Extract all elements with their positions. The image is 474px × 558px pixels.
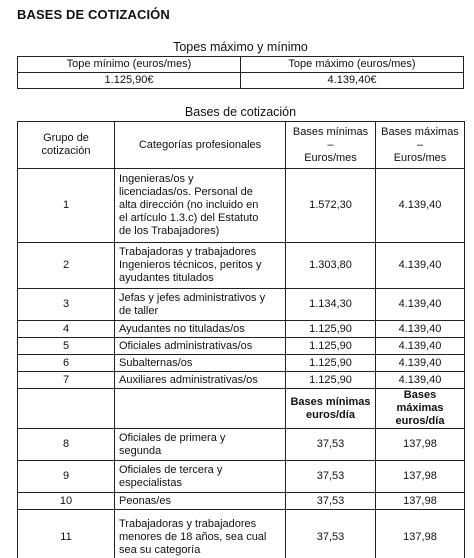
maxima-cell: 137,98 — [376, 429, 465, 461]
tope-maximo-header: Tope máximo (euros/mes) — [241, 57, 464, 73]
minima-cell: 1.134,30 — [286, 289, 376, 321]
grupo-cell: 9 — [18, 461, 115, 493]
categoria-line: Jefas y jefes administrativos y — [119, 291, 266, 304]
grupo-header-line: Grupo de — [43, 132, 89, 144]
categoria-line: Ayudantes no tituladas/os — [119, 322, 245, 335]
tope-minimo-header: Tope mínimo (euros/mes) — [18, 57, 241, 73]
categoria-line: Trabajadoras y trabajadores — [119, 246, 257, 258]
categoria-line: Trabajadoras y trabajadores — [119, 518, 257, 530]
empty-cell — [115, 389, 286, 429]
grupo-cell: 3 — [18, 289, 115, 321]
maximas-daily-header — [376, 389, 465, 429]
maxima-cell: 4.139,40 — [376, 372, 465, 389]
empty-cell — [18, 389, 115, 429]
grupo-cell: 4 — [18, 321, 115, 338]
table-row — [18, 510, 465, 558]
table-row — [18, 493, 465, 510]
page-title: BASES DE COTIZACIÓN — [17, 7, 170, 22]
maxima-cell: 4.139,40 — [376, 338, 465, 355]
categoria-cell — [115, 338, 286, 355]
minima-cell: 1.303,80 — [286, 243, 376, 289]
categoria-cell — [115, 169, 286, 243]
minima-cell: 1.125,90 — [286, 338, 376, 355]
maximas-header-line: Bases máximas — [381, 125, 459, 138]
maxima-cell: 137,98 — [376, 493, 465, 510]
minimas-header-line: Bases mínimas — [292, 125, 369, 138]
table-row — [18, 355, 465, 372]
categoria-line: menores de 18 años, sea cual — [119, 531, 267, 543]
bases-header-row — [18, 122, 465, 169]
minimas-daily-header-line: Bases mínimas — [290, 395, 371, 408]
categoria-cell — [115, 493, 286, 510]
grupo-cell: 11 — [18, 510, 115, 558]
maximas-header-line: – — [416, 138, 424, 151]
categoria-cell — [115, 429, 286, 461]
maxima-cell: 4.139,40 — [376, 289, 465, 321]
maxima-cell: 137,98 — [376, 510, 465, 558]
categoria-line: segunda — [119, 444, 162, 457]
tope-maximo-value: 4.139,40€ — [241, 73, 464, 89]
categoria-cell — [115, 510, 286, 558]
minimas-daily-header — [286, 389, 376, 429]
categoria-line: licenciadas/os. Personal de — [119, 186, 253, 198]
maxima-cell: 4.139,40 — [376, 321, 465, 338]
minimas-header — [286, 122, 376, 169]
categoria-cell — [115, 289, 286, 321]
categoria-line: Oficiales de tercera y — [119, 463, 223, 476]
grupo-header — [18, 122, 115, 169]
grupo-cell: 5 — [18, 338, 115, 355]
maximas-daily-header-line: euros/día — [395, 415, 445, 427]
grupo-cell: 7 — [18, 372, 115, 389]
maximas-header — [376, 122, 465, 169]
categoria-line: Subalternas/os — [119, 356, 193, 369]
categoria-line: de los Trabajadores) — [119, 225, 220, 237]
categoria-line: alta dirección (no incluido en — [119, 199, 259, 211]
minima-cell: 37,53 — [286, 461, 376, 493]
categoria-line: Oficiales de primera y — [119, 431, 226, 444]
maxima-cell: 4.139,40 — [376, 169, 465, 243]
topes-table — [17, 56, 464, 89]
categoria-cell — [115, 355, 286, 372]
minima-cell: 1.572,30 — [286, 169, 376, 243]
categoria-line: ayudantes titulados — [119, 272, 214, 284]
grupo-cell: 2 — [18, 243, 115, 289]
bases-table — [17, 121, 465, 558]
categoria-line: Peonas/es — [119, 494, 171, 507]
categoria-line: el artículo 1.3.c) del Estatuto — [119, 212, 259, 224]
grupo-cell: 8 — [18, 429, 115, 461]
categoria-line: Ingenieros técnicos, peritos y — [119, 259, 262, 271]
table-row — [18, 338, 465, 355]
minima-cell: 1.125,90 — [286, 321, 376, 338]
categorias-header: Categorías profesionales — [115, 122, 286, 169]
bases-caption: Bases de cotización — [184, 105, 297, 119]
daily-header-row — [18, 389, 465, 429]
grupo-cell: 1 — [18, 169, 115, 243]
categoria-line: Oficiales administrativas/os — [119, 339, 253, 352]
tope-minimo-value: 1.125,90€ — [18, 73, 241, 89]
grupo-cell: 6 — [18, 355, 115, 372]
table-row — [18, 372, 465, 389]
categoria-cell — [115, 321, 286, 338]
categoria-line: especialistas — [119, 476, 182, 489]
table-row — [18, 243, 465, 289]
categoria-line: Ingenieras/os y — [119, 173, 194, 185]
minima-cell: 37,53 — [286, 493, 376, 510]
table-row — [18, 461, 465, 493]
minimas-daily-header-line: euros/día — [306, 408, 355, 421]
minima-cell: 1.125,90 — [286, 355, 376, 372]
table-row — [18, 169, 465, 243]
categoria-cell — [115, 243, 286, 289]
grupo-cell: 10 — [18, 493, 115, 510]
table-row — [18, 321, 465, 338]
maximas-daily-header-line: Bases máximas — [396, 389, 444, 414]
categoria-line: sea su categoría — [119, 544, 201, 556]
categoria-cell — [115, 461, 286, 493]
categoria-line: de taller — [119, 304, 159, 317]
categoria-cell — [115, 372, 286, 389]
maxima-cell: 4.139,40 — [376, 243, 465, 289]
minima-cell: 37,53 — [286, 510, 376, 558]
minimas-header-line: Euros/mes — [304, 151, 357, 164]
topes-caption: Topes máximo y mínimo — [173, 40, 308, 54]
topes-header-row — [18, 57, 464, 73]
categoria-line: Auxiliares administrativas/os — [119, 373, 258, 386]
maximas-header-line: Euros/mes — [393, 151, 447, 164]
grupo-header-line: cotización — [41, 145, 91, 157]
table-row — [18, 429, 465, 461]
table-row — [18, 289, 465, 321]
minimas-header-line: – — [327, 138, 334, 151]
minima-cell: 37,53 — [286, 429, 376, 461]
maxima-cell: 4.139,40 — [376, 355, 465, 372]
maxima-cell: 137,98 — [376, 461, 465, 493]
topes-value-row — [18, 73, 464, 89]
minima-cell: 1.125,90 — [286, 372, 376, 389]
